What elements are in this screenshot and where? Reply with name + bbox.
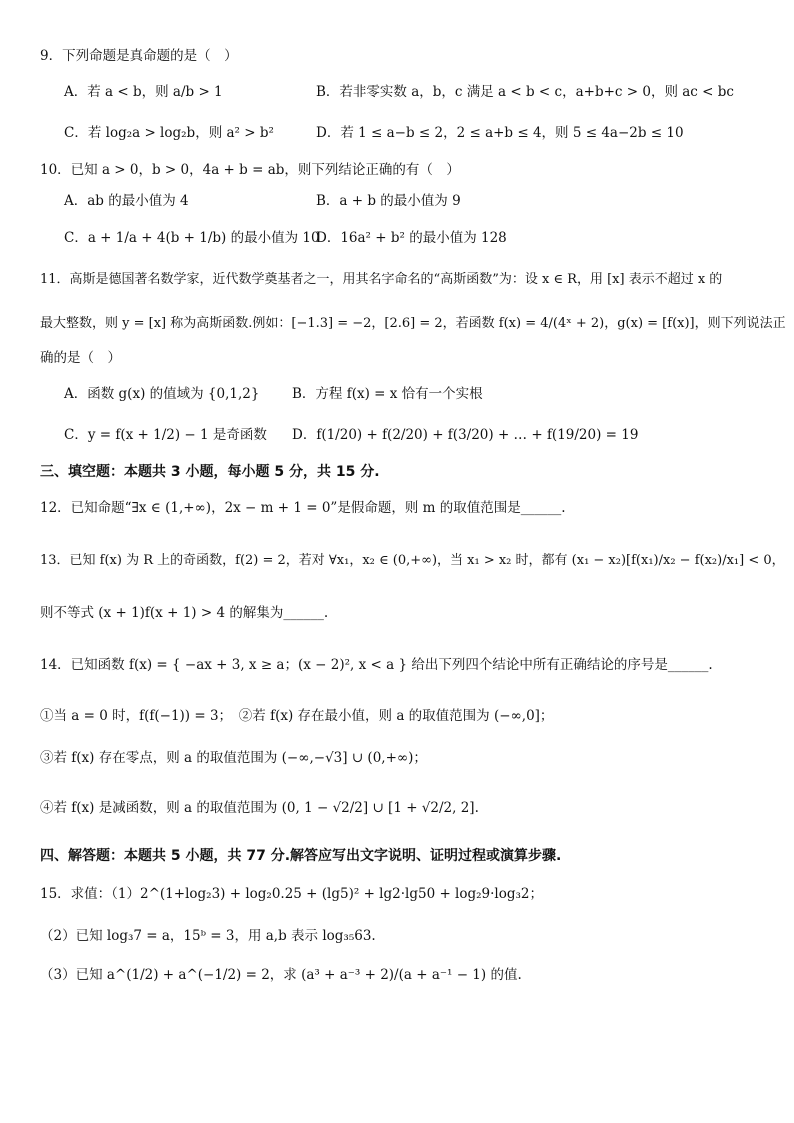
q10-option-b: B．a + b 的最小值为 9 xyxy=(316,193,461,209)
q11-option-a: A．函数 g(x) 的值域为 {0,1,2} xyxy=(64,386,260,402)
q11-option-c: C．y = f(x + 1/2) − 1 是奇函数 xyxy=(64,427,267,443)
q9-option-a: A．若 a < b，则 a/b > 1 xyxy=(64,84,223,100)
q10-option-c: C．a + 1/a + 4(b + 1/b) 的最小值为 10 xyxy=(64,230,320,246)
q11-line-1: 11．高斯是德国著名数学家，近代数学奠基者之一，用其名字命名的“高斯函数”为：设 x ∈ R，用 [x] 表示不超过 x 的 xyxy=(40,272,723,287)
q9-stem: 9．下列命题是真命题的是（ ） xyxy=(40,48,238,64)
q11-line-3: 确的是（ ） xyxy=(40,350,121,366)
q14-statements-1-2: ①当 a = 0 时，f(f(−1)) = 3； ②若 f(x) 存在最小值，则 a 的取值范围为 (−∞,0]； xyxy=(40,708,554,724)
q14-statement-4: ④若 f(x) 是减函数，则 a 的取值范围为 (0, 1 − √2/2] ∪ [1 + √2/2, 2]. xyxy=(40,800,479,816)
q13-line-2: 则不等式 (x + 1)f(x + 1) > 4 的解集为______. xyxy=(40,605,329,621)
q14-statement-3: ③若 f(x) 存在零点，则 a 的取值范围为 (−∞,−√3] ∪ (0,+∞)； xyxy=(40,750,427,766)
q9-option-d: D．若 1 ≤ a−b ≤ 2，2 ≤ a+b ≤ 4，则 5 ≤ 4a−2b ≤ 10 xyxy=(316,125,684,141)
q9-option-c: C．若 log₂a > log₂b，则 a² > b² xyxy=(64,125,274,141)
q9-option-b: B．若非零实数 a，b，c 满足 a < b < c，a+b+c > 0，则 ac < bc xyxy=(316,84,734,100)
q11-option-d: D．f(1/20) + f(2/20) + f(3/20) + … + f(19/20) = 19 xyxy=(292,427,639,443)
q11-option-b: B．方程 f(x) = x 恰有一个实根 xyxy=(292,386,483,402)
q12: 12．已知命题“∃x ∈ (1,+∞)，2x − m + 1 = 0”是假命题，则 m 的取值范围是______. xyxy=(40,500,566,516)
q14-stem: 14．已知函数 f(x) = { −ax + 3, x ≥ a；(x − 2)², x < a } 给出下列四个结论中所有正确结论的序号是______. xyxy=(40,657,713,673)
q13-line-1: 13．已知 f(x) 为 R 上的奇函数，f(2) = 2，若对 ∀x₁，x₂ ∈ (0,+∞)，当 x₁ > x₂ 时，都有 (x₁ − x₂)[f(x₁)/x₂ − f(x₂)/x₁] < 0， xyxy=(40,553,785,568)
section-3-heading: 三、填空题：本题共 3 小题，每小题 5 分，共 15 分. xyxy=(40,464,380,480)
q15-part-2: （2）已知 log₃7 = a，15ᵇ = 3，用 a,b 表示 log₃₅63. xyxy=(40,928,376,944)
q11-line-2: 最大整数，则 y = [x] 称为高斯函数.例如：[−1.3] = −2，[2.6] = 2，若函数 f(x) = 4/(4ˣ + 2)，g(x) = [f(x)]，则下列说法正 xyxy=(40,316,786,331)
q15-part-1: 15．求值：（1）2^(1+log₂3) + log₂0.25 + (lg5)² + lg2·lg50 + log₂9·log₃2； xyxy=(40,886,544,902)
section-4-heading: 四、解答题：本题共 5 小题，共 77 分.解答应写出文字说明、证明过程或演算步骤. xyxy=(40,848,562,864)
q10-option-a: A．ab 的最小值为 4 xyxy=(64,193,189,209)
q10-stem: 10．已知 a > 0，b > 0，4a + b = ab，则下列结论正确的有（ ） xyxy=(40,162,460,178)
q10-option-d: D．16a² + b² 的最小值为 128 xyxy=(316,230,507,246)
q15-part-3: （3）已知 a^(1/2) + a^(−1/2) = 2，求 (a³ + a⁻³ + 2)/(a + a⁻¹ − 1) 的值. xyxy=(40,967,522,983)
